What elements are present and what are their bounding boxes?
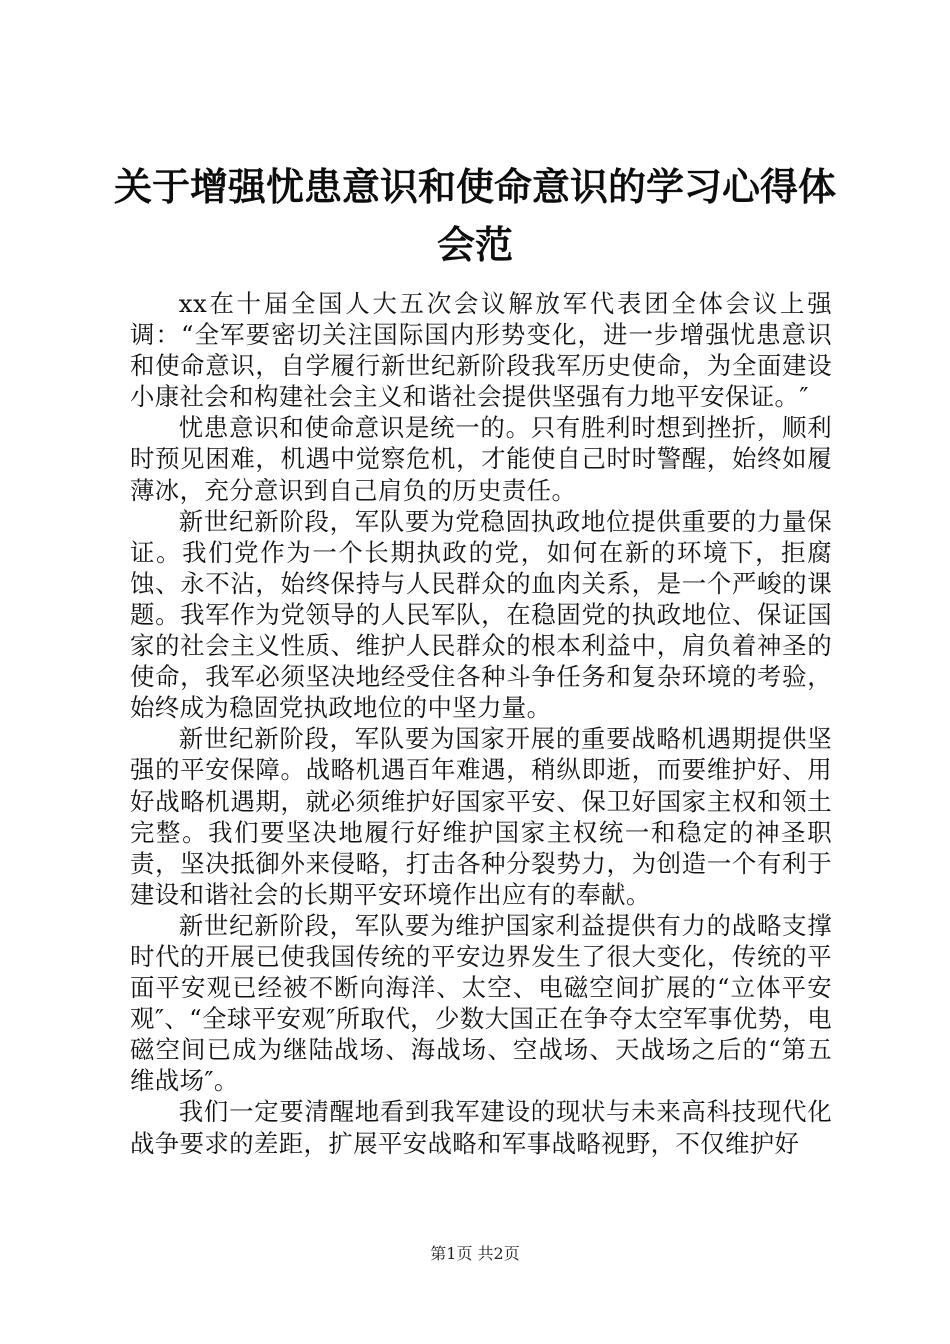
paragraph-6: 我们一定要清醒地看到我军建设的现状与未来高科技现代化战争要求的差距，扩展平安战略和军事战略视野，不仅维护好: [130, 1097, 832, 1158]
paragraph-3: 新世纪新阶段，军队要为党稳固执政地位提供重要的力量保证。我们党作为一个长期执政的党，如何在新的环境下，拒腐蚀、永不沾，始终保持与人民群众的血肉关系，是一个严峻的课题。我军作为党领导的人民军队，在稳固党的执政地位、保证国家的社会主义性质、维护人民群众的根本利益中，肩负着神圣的使命，我军必须坚决地经受住各种斗争任务和复杂环境的考验，始终成为稳固党执政地位的中坚力量。: [130, 506, 832, 723]
paragraph-1: xx在十届全国人大五次会议解放军代表团全体会议上强调：“全军要密切关注国际国内形势变化，进一步增强忧患意识和使命意识，自学履行新世纪新阶段我军历史使命，为全面建设小康社会和构建社会主义和谐社会提供坚强有力地平安保证。″: [130, 289, 832, 412]
paragraph-5: 新世纪新阶段，军队要为维护国家利益提供有力的战略支撑时代的开展已使我国传统的平安边界发生了很大变化，传统的平面平安观已经被不断向海洋、太空、电磁空间扩展的“立体平安观″、“全球平安观″所取代，少数大国正在争夺太空军事优势，电磁空间已成为继陆战场、海战场、空战场、天战场之后的“第五维战场″。: [130, 910, 832, 1096]
page-indicator: 第1页 共2页: [430, 1244, 520, 1263]
document-title: 关于增强忧患意识和使命意识的学习心得体会范: [113, 164, 836, 267]
paragraph-4: 新世纪新阶段，军队要为国家开展的重要战略机遇期提供坚强的平安保障。战略机遇百年难遇，稍纵即逝，而要维护好、用好战略机遇期，就必须维护好国家平安、保卫好国家主权和领土完整。我们要坚决地履行好维护国家主权统一和稳定的神圣职责，坚决抵御外来侵略，打击各种分裂势力，为创造一个有利于建设和谐社会的长期平安环境作出应有的奉献。: [130, 724, 832, 909]
paragraph-2: 忧患意识和使命意识是统一的。只有胜利时想到挫折，顺利时预见困难，机遇中觉察危机，才能使自己时时警醒，始终如履薄冰，充分意识到自己肩负的历史责任。: [130, 413, 832, 505]
document-body: [130, 288, 832, 1159]
